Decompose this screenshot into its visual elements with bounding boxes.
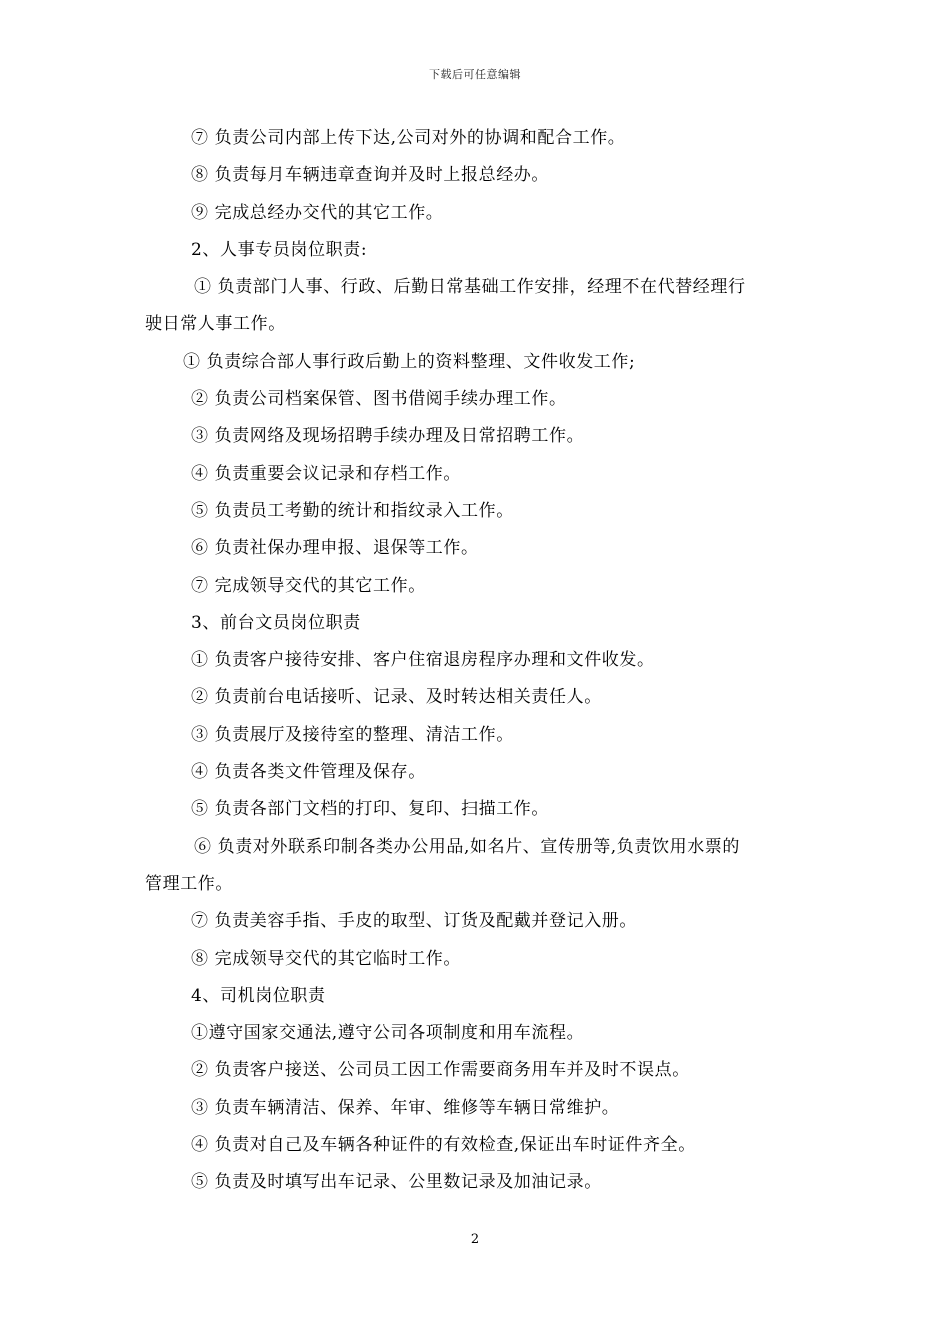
list-item: ④ 负责对自己及车辆各种证件的有效检查,保证出车时证件齐全。 [191,1135,696,1156]
list-item: ④ 负责各类文件管理及保存。 [191,762,426,783]
list-item: ⑧ 负责每月车辆违章查询并及时上报总经办。 [191,165,550,186]
list-item: ⑨ 完成总经办交代的其它工作。 [191,202,444,223]
list-item: ⑦ 完成领导交代的其它工作。 [191,575,426,596]
section-heading: 3、前台文员岗位职责 [191,612,361,633]
section-heading: 2、人事专员岗位职责: [191,239,368,260]
list-item: ⑦ 负责公司内部上传下达,公司对外的协调和配合工作。 [191,128,626,148]
document-body [145,120,813,1202]
list-item: ④ 负责重要会议记录和存档工作。 [191,463,462,484]
list-item: ⑦ 负责美容手指、手皮的取型、订货及配戴并登记入册。 [191,911,638,932]
list-item: ①遵守国家交通法,遵守公司各项制度和用车流程。 [191,1023,585,1044]
page-number: 2 [470,1232,480,1247]
list-item: ① 负责客户接待安排、客户住宿退房程序办理和文件收发。 [191,650,655,671]
list-item: ① 负责部门人事、行政、后勤日常基础工作安排，经理不在代替经理行 [194,277,746,298]
list-item: ⑤ 负责及时填写出车记录、公里数记录及加油记录。 [191,1172,602,1193]
page-header: 下载后可任意编辑 [429,68,521,81]
list-item: ② 负责公司档案保管、图书借阅手续办理工作。 [191,389,567,410]
list-item: ⑧ 完成领导交代的其它临时工作。 [191,948,462,969]
list-item: ③ 负责展厅及接待室的整理、清洁工作。 [191,724,514,745]
list-item: ⑥ 负责社保办理申报、退保等工作。 [191,538,479,559]
list-item: ③ 负责网络及现场招聘手续办理及日常招聘工作。 [191,426,585,447]
list-item: ⑤ 负责各部门文档的打印、复印、扫描工作。 [191,799,550,820]
list-item: ① 负责综合部人事行政后勤上的资料整理、文件收发工作; [183,351,636,372]
list-item-continuation: 管理工作。 [145,873,233,894]
list-item-continuation: 驶日常人事工作。 [145,314,286,335]
list-item: ② 负责前台电话接听、记录、及时转达相关责任人。 [191,687,602,708]
list-item: ⑤ 负责员工考勤的统计和指纹录入工作。 [191,500,514,521]
list-item: ② 负责客户接送、公司员工因工作需要商务用车并及时不误点。 [191,1060,690,1081]
list-item: ③ 负责车辆清洁、保养、年审、维修等车辆日常维护。 [191,1097,620,1118]
list-item: ⑥ 负责对外联系印制各类办公用品,如名片、宣传册等,负责饮用水票的 [194,836,741,857]
section-heading: 4、司机岗位职责 [191,985,326,1006]
